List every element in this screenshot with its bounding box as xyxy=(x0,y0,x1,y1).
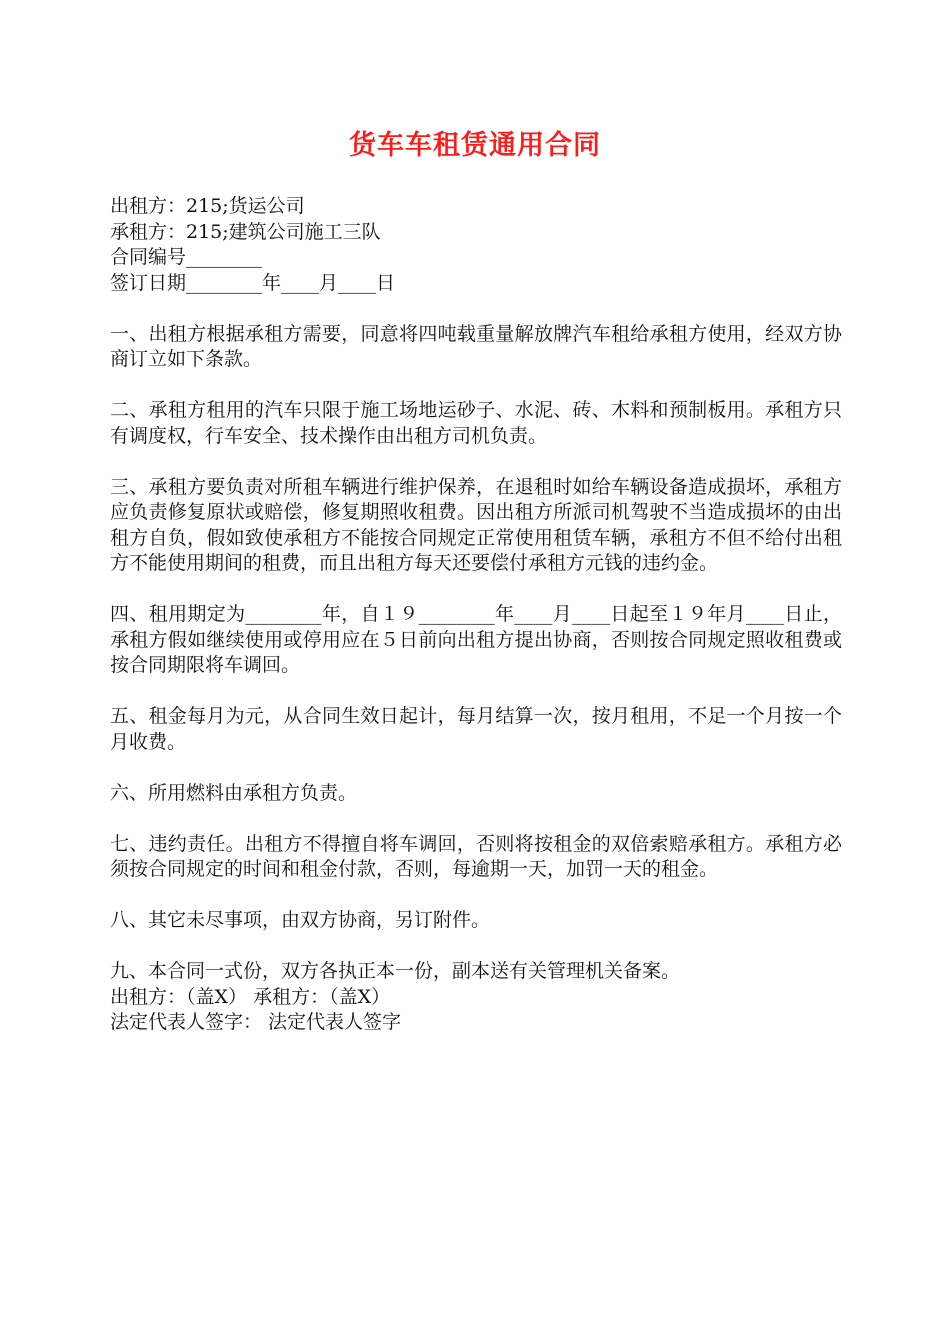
clause-3: 三、承租方要负责对所租车辆进行维护保养，在退租时如给车辆设备造成损坏，承租方应负责修复原状或赔偿，修复期照收租费。因出租方所派司机驾驶不当造成损坏的由出租方自负，假如致使承租方不能按合同规定正常使用租赁车辆，承租方不但不给付出租方不能使用期间的租费，而且出租方每天还要偿付承租方元钱的违约金。 xyxy=(110,475,842,574)
clause-4: 四、租用期定为________年，自１９________年____月____日起至１９年月____日止，承租方假如继续使用或停用应在５日前向出租方提出协商，否则按合同规定照收租费或按合同期限将车调回。 xyxy=(110,603,842,676)
paragraph-gap xyxy=(110,679,842,705)
clause-2: 二、承租方租用的汽车只限于施工场地运砂子、水泥、砖、木料和预制板用。承租方只有调度权，行车安全、技术操作由出租方司机负责。 xyxy=(110,399,842,447)
sign-date-line: 签订日期________年____月____日 xyxy=(110,271,396,294)
clause-8: 八、其它未尽事项，由双方协商，另订附件。 xyxy=(110,909,491,931)
contract-body xyxy=(110,194,842,1036)
signature-representatives-line: 法定代表人签字： 法定代表人签字 xyxy=(110,1011,402,1033)
contract-title: 货车车租赁通用合同 xyxy=(349,130,601,161)
paragraph-gap xyxy=(110,934,842,960)
paragraph-gap xyxy=(110,373,842,399)
paragraph-gap xyxy=(110,296,842,322)
paragraph-gap xyxy=(110,449,842,475)
paragraph-gap xyxy=(110,806,842,832)
lessee-line: 承租方：215;建筑公司施工三队 xyxy=(110,220,381,243)
contract-number-line: 合同编号________ xyxy=(110,246,263,268)
clause-6: 六、所用燃料由承租方负责。 xyxy=(110,781,358,804)
clause-9: 九、本合同一式份，双方各执正本一份，副本送有关管理机关备案。 xyxy=(110,960,681,982)
lessor-line: 出租方：215;货运公司 xyxy=(110,195,305,217)
paragraph-gap xyxy=(110,883,842,909)
clause-5: 五、租金每月为元，从合同生效日起计，每月结算一次，按月租用，不足一个月按一个月收费。 xyxy=(110,705,842,753)
paragraph-gap xyxy=(110,577,842,603)
clause-7: 七、违约责任。出租方不得擅自将车调回，否则将按租金的双倍索赔承租方。承租方必须按合同规定的时间和租金付款，否则，每逾期一天，加罚一天的租金。 xyxy=(110,832,842,880)
paragraph-gap xyxy=(110,755,842,781)
signature-parties-line: 出租方：（盖X） 承租方：（盖X） xyxy=(110,985,391,1008)
clause-1: 一、出租方根据承租方需要，同意将四吨载重量解放牌汽车租给承租方使用，经双方协商订立如下条款。 xyxy=(110,322,842,370)
